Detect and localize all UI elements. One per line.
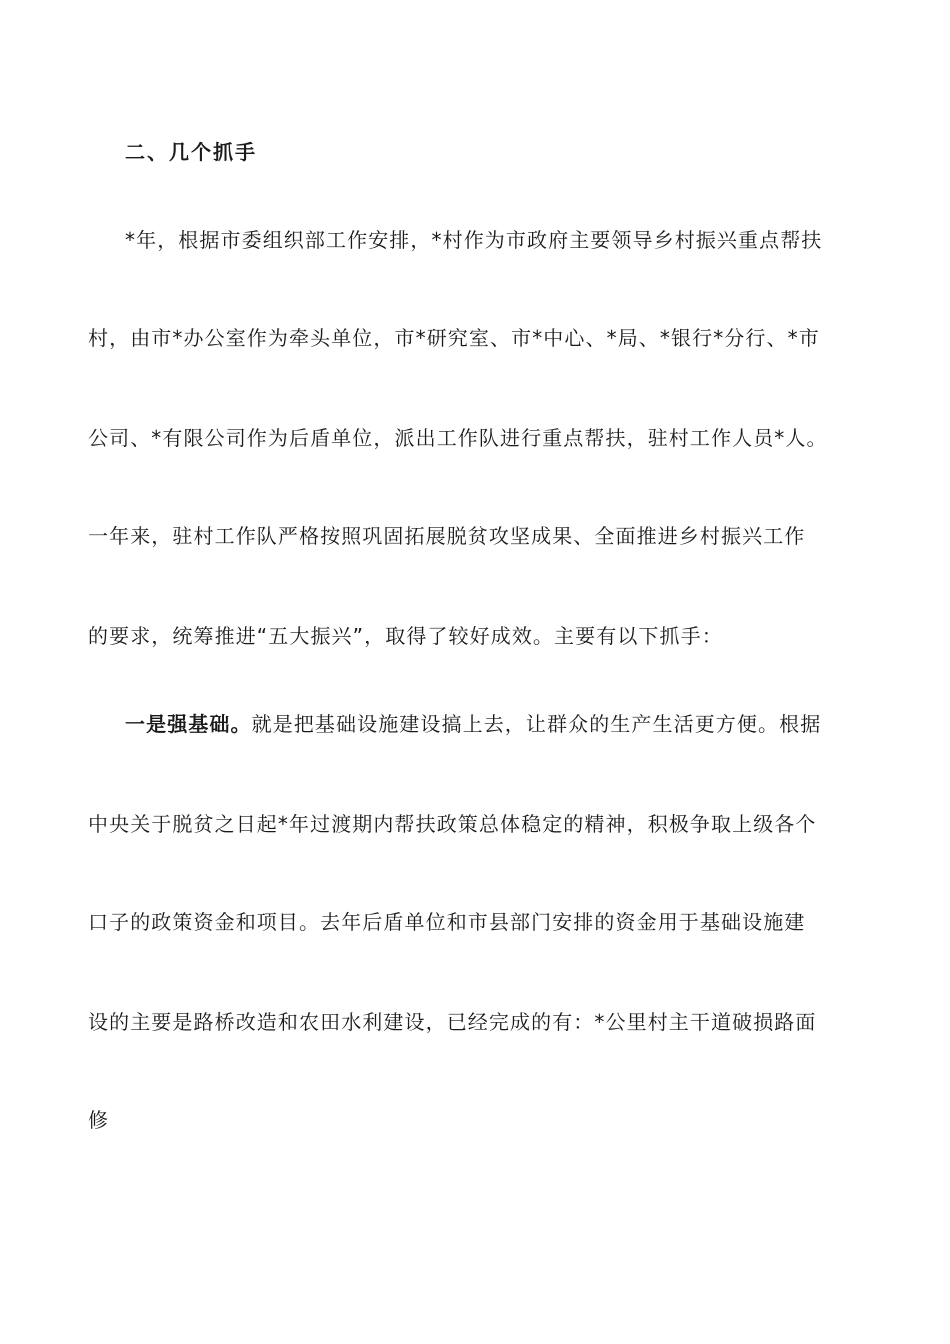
paragraph-line: 公司、*有限公司作为后盾单位，派出工作队进行重点帮扶，驻村工作人员*人。 <box>88 426 828 450</box>
paragraph-line: 的要求，统筹推进“五大振兴”，取得了较好成效。主要有以下抓手： <box>88 624 723 648</box>
paragraph-text: 就是把基础设施建设搞上去，让群众的生产生活更方便。根据 <box>251 712 822 736</box>
section-heading: 二、几个抓手 <box>125 140 257 164</box>
paragraph-line: 村，由市*办公室作为牵头单位，市*研究室、市*中心、*局、*银行*分行、*市 <box>88 326 820 350</box>
paragraph-line: 修 <box>88 1108 110 1132</box>
paragraph-line: 口子的政策资金和项目。去年后盾单位和市县部门安排的资金用于基础设施建 <box>88 910 806 934</box>
paragraph-line: 设的主要是路桥改造和农田水利建设，已经完成的有：*公里村主干道破损路面 <box>88 1010 817 1034</box>
paragraph-line: *年，根据市委组织部工作安排，*村作为市政府主要领导乡村振兴重点帮扶 <box>125 228 823 252</box>
paragraph-line: 一年来，驻村工作队严格按照巩固拓展脱贫攻坚成果、全面推进乡村振兴工作 <box>88 524 806 548</box>
paragraph-line <box>125 710 821 738</box>
paragraph-line: 中央关于脱贫之日起*年过渡期内帮扶政策总体稳定的精神，积极争取上级各个 <box>88 812 817 836</box>
paragraph-lead: 一是强基础。 <box>125 712 252 736</box>
